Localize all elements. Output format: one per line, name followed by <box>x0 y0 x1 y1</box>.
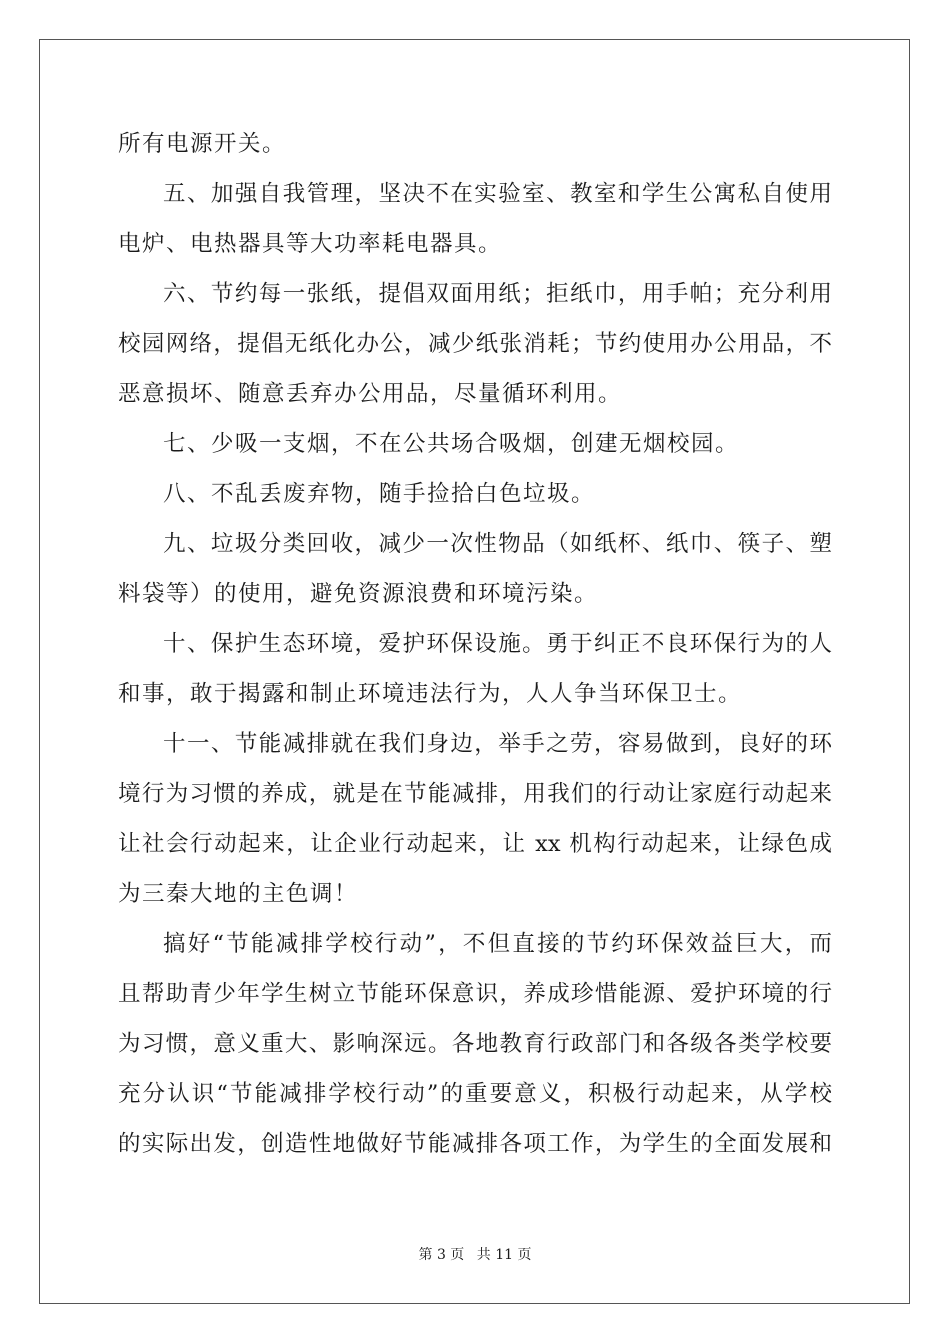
text-line: 料袋等）的使用，避免资源浪费和环境污染。 <box>118 581 599 607</box>
text-line: 六、节约每一张纸，提倡双面用纸；拒纸巾，用手帕；充分利用 <box>163 281 832 307</box>
page-footer <box>0 1244 950 1264</box>
text-line: 七、少吸一支烟，不在公共场合吸烟，创建无烟校园。 <box>163 431 740 457</box>
text-line: 为习惯，意义重大、影响深远。各地教育行政部门和各级各类学校要 <box>118 1031 832 1057</box>
text-line: 九、垃圾分类回收，减少一次性物品（如纸杯、纸巾、筷子、塑 <box>163 531 832 557</box>
page-total: 共 11 页 <box>476 1247 532 1263</box>
text-line: 的实际出发，创造性地做好节能减排各项工作，为学生的全面发展和 <box>118 1131 832 1157</box>
text-line: 恶意损坏、随意丢弃办公用品，尽量循环利用。 <box>118 381 623 407</box>
text-line: 为三秦大地的主色调！ <box>118 881 359 907</box>
text-line: 和事，敢于揭露和制止环境违法行为，人人争当环保卫士。 <box>118 681 743 707</box>
text-line: 电炉、电热器具等大功率耗电器具。 <box>118 231 503 257</box>
text-line: 让社会行动起来，让企业行动起来，让 xx 机构行动起来，让绿色成 <box>118 831 832 857</box>
text-line: 校园网络，提倡无纸化办公，减少纸张消耗；节约使用办公用品，不 <box>118 331 832 357</box>
text-line: 搞好“节能减排学校行动”，不但直接的节约环保效益巨大，而 <box>163 931 832 957</box>
text-line: 八、不乱丢废弃物，随手捡拾白色垃圾。 <box>163 481 596 507</box>
text-line: 十、保护生态环境，爱护环保设施。勇于纠正不良环保行为的人 <box>163 631 832 657</box>
text-line: 十一、节能减排就在我们身边，举手之劳，容易做到，良好的环 <box>163 731 832 757</box>
text-line: 且帮助青少年学生树立节能环保意识，养成珍惜能源、爱护环境的行 <box>118 981 832 1007</box>
text-line: 所有电源开关。 <box>118 131 287 157</box>
page-number: 第 3 页 <box>418 1247 465 1263</box>
text-line: 境行为习惯的养成，就是在节能减排，用我们的行动让家庭行动起来 <box>118 781 832 807</box>
text-line: 充分认识“节能减排学校行动”的重要意义，积极行动起来，从学校 <box>118 1081 832 1107</box>
text-line: 五、加强自我管理，坚决不在实验室、教室和学生公寓私自使用 <box>163 181 832 207</box>
